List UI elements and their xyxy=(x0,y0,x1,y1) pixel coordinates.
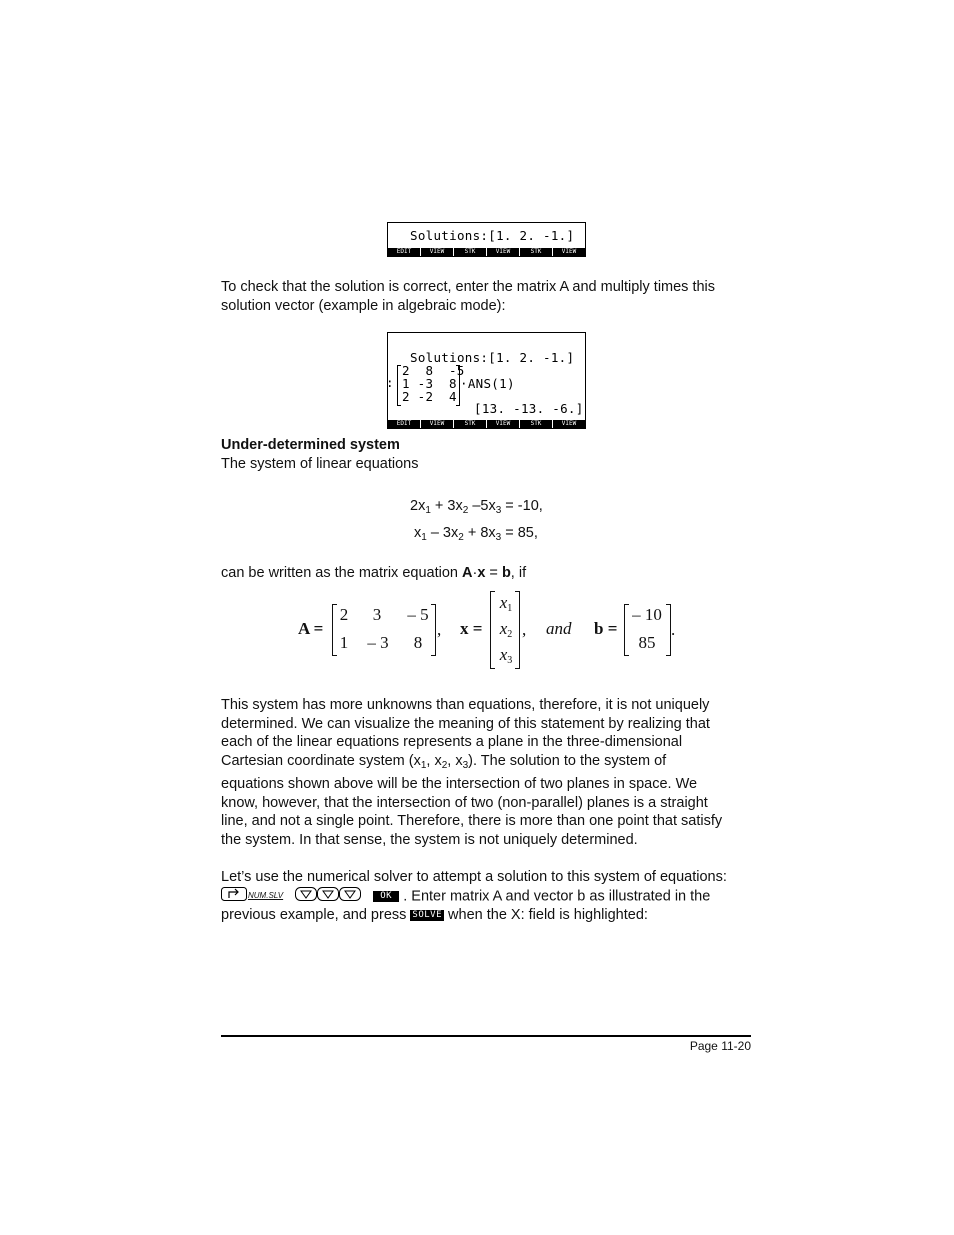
paragraph-explanation xyxy=(221,696,756,770)
x-label: x = xyxy=(460,619,483,638)
period: . xyxy=(671,620,676,639)
softkey-5: STK xyxy=(520,248,552,256)
eq-part: = 85, xyxy=(501,525,538,541)
screen2-solutions-line: Solutions:[1. 2. -1.] xyxy=(410,350,575,365)
equals: = xyxy=(485,565,502,581)
eq-subscript: 3 xyxy=(495,505,502,516)
text-part: can be written as the matrix equation xyxy=(221,565,462,581)
screen1-softkey-menu xyxy=(388,248,585,256)
paragraph-explanation-cont xyxy=(221,775,756,849)
A-12: 3 xyxy=(372,605,382,624)
b-2: 85 xyxy=(638,633,656,652)
matrix-row-2: 1 -3 8 xyxy=(402,376,457,391)
eq-part: –5x xyxy=(468,498,496,514)
text-line: determined. We can visualize the meaning of this statement by realizing that xyxy=(221,715,710,732)
x-sub: 1 xyxy=(507,603,513,614)
section-intro: The system of linear equations xyxy=(221,456,419,472)
softkey-3: STK xyxy=(454,248,486,256)
x-sub: 2 xyxy=(507,629,513,640)
bold-b: b xyxy=(501,565,511,581)
section-heading: Under-determined system xyxy=(221,437,400,453)
keystroke-line xyxy=(221,887,756,907)
text-part: , x xyxy=(447,752,463,769)
screen2-softkey-menu xyxy=(388,420,585,428)
text-line: This system has more unknowns than equations, therefore, it is not uniquely xyxy=(221,697,710,713)
eq-subscript: 1 xyxy=(425,505,431,516)
softkey-4: VIEW xyxy=(487,420,519,428)
eq-part: = -10, xyxy=(501,498,543,514)
calculator-screen-1 xyxy=(387,222,586,257)
eq-subscript: 3 xyxy=(495,532,502,543)
softkey-1: EDIT xyxy=(388,248,420,256)
footer-rule xyxy=(221,1035,751,1037)
text-part: , x xyxy=(426,752,442,769)
screen2-operator: ·ANS(1) xyxy=(460,376,515,391)
softkey-6: VIEW xyxy=(553,420,585,428)
matrix-left-bracket xyxy=(397,365,401,406)
matrix-row-1: 2 8 -5 xyxy=(402,363,465,378)
text-line: equations shown above will be the intersection of two planes in space. We xyxy=(221,776,698,792)
screen1-solutions-line: Solutions:[1. 2. -1.] xyxy=(410,228,575,243)
eq-part: 2x xyxy=(410,498,426,514)
softkey-3: STK xyxy=(454,420,486,428)
text-line: To check that the solution is correct, enter the matrix A and multiply times this xyxy=(221,279,716,295)
equation-2 xyxy=(414,525,538,541)
b-label: b = xyxy=(594,619,618,638)
text-part: Cartesian coordinate system (x xyxy=(221,752,421,769)
text-part: ). The solution to the system of xyxy=(468,752,667,769)
bold-A: A xyxy=(462,565,473,581)
text-line: know, however, that the intersection of two (non-parallel) planes is a straight xyxy=(221,794,708,811)
A-right-bracket xyxy=(431,604,436,656)
subscript: 3 xyxy=(462,759,469,771)
softkey-4: VIEW xyxy=(487,248,519,256)
equation-1 xyxy=(410,498,543,514)
comma: , xyxy=(522,620,527,639)
eq-subscript: 1 xyxy=(421,532,427,543)
ok-softkey: OK xyxy=(373,891,399,902)
text-line: line, and not a single point. Therefore, there is more than one point that satisfy xyxy=(221,813,723,830)
comma: , xyxy=(437,620,442,639)
down-arrow-key-icon xyxy=(317,887,339,907)
dot-operator: · xyxy=(472,565,478,581)
x-var: x xyxy=(499,645,508,664)
eq-subscript: 2 xyxy=(462,505,469,516)
x-right-bracket xyxy=(515,591,520,669)
softkey-1: EDIT xyxy=(388,420,420,428)
A-label: A = xyxy=(298,619,324,638)
A-13: – 5 xyxy=(407,605,429,624)
solve-softkey: SOLVE xyxy=(412,909,442,920)
text-line: each of the linear equations represents a plane in the three-dimensional xyxy=(221,734,683,751)
eq-part: – 3x xyxy=(426,525,459,541)
screen2-result: [13. -13. -6.] xyxy=(474,401,584,416)
text-line-with-subscripts xyxy=(221,752,756,771)
A-11: 2 xyxy=(339,605,349,624)
eq-subscript: 2 xyxy=(458,532,464,543)
down-arrow-key-icon xyxy=(295,887,317,907)
x-var: x xyxy=(499,619,508,638)
text-part: . Enter matrix A and vector b as illustrated in the xyxy=(399,888,711,905)
paragraph-check-solution xyxy=(221,278,756,315)
text-line: Let’s use the numerical solver to attempt a solution to this system of equations: xyxy=(221,869,727,885)
numslv-label: NUM.SLV xyxy=(248,891,284,901)
and-word: and xyxy=(546,619,572,638)
paragraph-numerical-solver xyxy=(221,868,756,925)
matrix-equation-sentence xyxy=(221,564,756,583)
text-part: , if xyxy=(510,565,527,581)
calculator-screen-2 xyxy=(387,332,586,429)
softkey-2: VIEW xyxy=(421,248,453,256)
A-22: – 3 xyxy=(367,633,389,652)
text-part: when the X: field is highlighted: xyxy=(444,907,648,924)
x-var: x xyxy=(499,593,508,612)
subscript: 1 xyxy=(420,759,427,771)
text-line: the system. In that sense, the system is not uniquely determined. xyxy=(221,831,638,848)
A-21: 1 xyxy=(339,633,349,652)
softkey-5: STK xyxy=(520,420,552,428)
b-1: – 10 xyxy=(632,605,662,624)
softkey-6: VIEW xyxy=(553,248,585,256)
matrix-row-3: 2 -2 4 xyxy=(402,389,457,404)
text-line xyxy=(221,906,756,925)
x-sub: 3 xyxy=(507,655,513,666)
down-arrow-key-icon xyxy=(339,887,361,907)
page-number: Page 11-20 xyxy=(689,1039,751,1053)
text-line: solution vector (example in algebraic mode): xyxy=(221,297,506,314)
bold-x: x xyxy=(477,565,486,581)
softkey-2: VIEW xyxy=(421,420,453,428)
screen2-prefix: : xyxy=(386,375,394,390)
eq-part: + 3x xyxy=(430,498,463,514)
eq-part: + 8x xyxy=(463,525,496,541)
right-shift-key-icon xyxy=(221,887,247,907)
eq-part: x xyxy=(414,525,422,541)
subscript: 2 xyxy=(441,759,448,771)
A-23: 8 xyxy=(413,633,423,652)
text-part: previous example, and press xyxy=(221,907,411,924)
